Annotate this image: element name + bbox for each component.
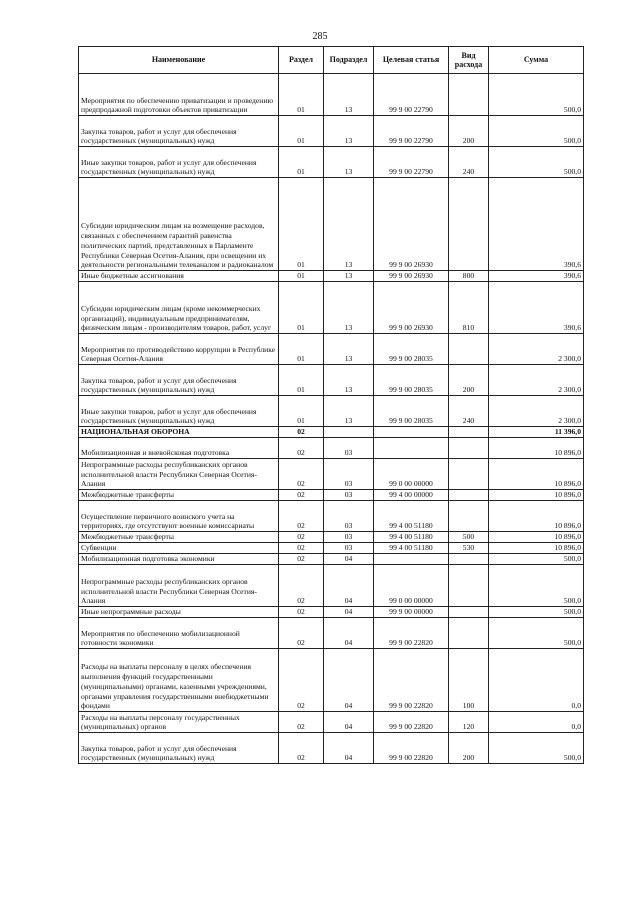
table-row	[79, 334, 584, 365]
cell-summa: 11 396,0	[489, 427, 584, 438]
cell-razdel: 01	[279, 334, 324, 365]
cell-summa: 500,0	[489, 565, 584, 607]
cell-vid: 530	[449, 543, 489, 554]
page-number: 285	[312, 31, 328, 42]
cell-vid	[449, 334, 489, 365]
cell-name: Закупка товаров, работ и услуг для обеспечения государственных (муниципальных) нужд	[79, 116, 279, 147]
cell-podrazdel: 04	[324, 565, 374, 607]
cell-summa: 0,0	[489, 712, 584, 733]
cell-statya: 99 9 00 26930	[374, 271, 449, 282]
cell-name: Расходы на выплаты персоналу в целях обеспечения выполнения функций государственными (муниципальными) органами, казенными учреждениями, органами управления государственными внебюджетными фондами	[79, 649, 279, 712]
cell-statya: 99 4 00 51180	[374, 501, 449, 532]
table-row	[79, 271, 584, 282]
cell-vid: 240	[449, 147, 489, 178]
cell-summa: 500,0	[489, 74, 584, 116]
cell-razdel: 02	[279, 649, 324, 712]
cell-name: Мероприятия по противодействию коррупции в Республике Северная Осетия-Алания	[79, 334, 279, 365]
table-row	[79, 490, 584, 501]
cell-statya: 99 9 00 22790	[374, 74, 449, 116]
cell-statya: 99 0 00 00000	[374, 459, 449, 490]
cell-razdel: 01	[279, 282, 324, 334]
cell-statya: 99 9 00 22820	[374, 649, 449, 712]
cell-razdel: 02	[279, 618, 324, 649]
cell-name: Иные бюджетные ассигнования	[79, 271, 279, 282]
cell-razdel: 02	[279, 532, 324, 543]
table-row	[79, 365, 584, 396]
cell-razdel: 02	[279, 490, 324, 501]
header-vid: Вид расхода	[449, 47, 489, 74]
cell-name: Расходы на выплаты персоналу государственных (муниципальных) органов	[79, 712, 279, 733]
cell-name: Закупка товаров, работ и услуг для обеспечения государственных (муниципальных) нужд	[79, 365, 279, 396]
cell-summa: 390,6	[489, 178, 584, 271]
cell-podrazdel: 13	[324, 147, 374, 178]
table-row	[79, 565, 584, 607]
cell-statya: 99 9 00 26930	[374, 282, 449, 334]
cell-podrazdel: 13	[324, 116, 374, 147]
cell-podrazdel: 03	[324, 459, 374, 490]
cell-razdel: 02	[279, 459, 324, 490]
table-row	[79, 543, 584, 554]
cell-vid: 200	[449, 116, 489, 147]
cell-vid	[449, 178, 489, 271]
table-row	[79, 438, 584, 459]
cell-summa: 0,0	[489, 649, 584, 712]
cell-vid	[449, 438, 489, 459]
cell-podrazdel: 13	[324, 334, 374, 365]
cell-vid	[449, 501, 489, 532]
cell-vid: 500	[449, 532, 489, 543]
cell-name: Субвенции	[79, 543, 279, 554]
cell-razdel: 01	[279, 74, 324, 116]
cell-podrazdel: 03	[324, 490, 374, 501]
cell-vid	[449, 607, 489, 618]
table-row	[79, 427, 584, 438]
cell-statya: 99 9 00 28035	[374, 334, 449, 365]
cell-summa: 500,0	[489, 618, 584, 649]
cell-vid: 200	[449, 365, 489, 396]
cell-summa: 10 896,0	[489, 438, 584, 459]
cell-podrazdel: 03	[324, 438, 374, 459]
cell-summa: 500,0	[489, 607, 584, 618]
cell-vid: 100	[449, 649, 489, 712]
cell-statya: 99 9 00 22790	[374, 147, 449, 178]
cell-podrazdel: 04	[324, 649, 374, 712]
cell-podrazdel: 13	[324, 282, 374, 334]
table-row	[79, 733, 584, 764]
header-statya: Целевая статья	[374, 47, 449, 74]
cell-statya: 99 9 00 28035	[374, 396, 449, 427]
cell-name: Осуществление первичного воинского учета на территориях, где отсутствуют военные комиссариаты	[79, 501, 279, 532]
cell-razdel: 02	[279, 733, 324, 764]
cell-summa: 10 896,0	[489, 490, 584, 501]
cell-summa: 2 300,0	[489, 396, 584, 427]
header-summa: Сумма	[489, 47, 584, 74]
cell-statya: 99 9 00 28035	[374, 365, 449, 396]
cell-vid: 120	[449, 712, 489, 733]
cell-vid: 800	[449, 271, 489, 282]
table-row	[79, 116, 584, 147]
cell-summa: 10 896,0	[489, 459, 584, 490]
table-header-row	[79, 47, 584, 74]
cell-summa: 2 300,0	[489, 334, 584, 365]
cell-podrazdel: 03	[324, 501, 374, 532]
cell-podrazdel: 04	[324, 618, 374, 649]
cell-statya: 99 9 00 22820	[374, 733, 449, 764]
cell-razdel: 02	[279, 543, 324, 554]
cell-razdel: 02	[279, 501, 324, 532]
table-row	[79, 147, 584, 178]
cell-summa: 500,0	[489, 554, 584, 565]
cell-podrazdel: 04	[324, 733, 374, 764]
cell-podrazdel: 04	[324, 712, 374, 733]
cell-vid	[449, 618, 489, 649]
cell-podrazdel: 04	[324, 554, 374, 565]
cell-summa: 500,0	[489, 116, 584, 147]
cell-name: Межбюджетные трансферты	[79, 490, 279, 501]
cell-razdel: 02	[279, 438, 324, 459]
cell-summa: 390,6	[489, 282, 584, 334]
cell-razdel: 02	[279, 712, 324, 733]
cell-podrazdel: 13	[324, 365, 374, 396]
cell-name: Иные непрограммные расходы	[79, 607, 279, 618]
cell-name: Закупка товаров, работ и услуг для обеспечения государственных (муниципальных) нужд	[79, 733, 279, 764]
cell-summa: 500,0	[489, 733, 584, 764]
cell-statya: 99 4 00 51180	[374, 532, 449, 543]
table-row	[79, 712, 584, 733]
cell-name: Мобилизационная и вневойсковая подготовка	[79, 438, 279, 459]
table-row	[79, 501, 584, 532]
cell-name: Непрограммные расходы республиканских органов исполнительной власти Республики Северная Осетия-Алания	[79, 459, 279, 490]
table-row	[79, 459, 584, 490]
cell-vid	[449, 565, 489, 607]
header-razdel: Раздел	[279, 47, 324, 74]
cell-podrazdel: 13	[324, 74, 374, 116]
cell-name: НАЦИОНАЛЬНАЯ ОБОРОНА	[79, 427, 279, 438]
cell-summa: 10 896,0	[489, 543, 584, 554]
cell-name: Мобилизационная подготовка экономики	[79, 554, 279, 565]
cell-name: Межбюджетные трансферты	[79, 532, 279, 543]
cell-statya: 99 0 00 00000	[374, 565, 449, 607]
cell-razdel: 02	[279, 554, 324, 565]
table-body	[79, 74, 584, 764]
cell-name: Субсидии юридическим лицам (кроме некоммерческих организаций), индивидуальным предпринимателям, физическим лицам - производителям товаров, работ, услуг	[79, 282, 279, 334]
cell-name: Мероприятия по обеспечению мобилизационной готовности экономики	[79, 618, 279, 649]
cell-name: Иные закупки товаров, работ и услуг для обеспечения государственных (муниципальных) нужд	[79, 396, 279, 427]
cell-statya	[374, 438, 449, 459]
cell-statya: 99 9 00 22790	[374, 116, 449, 147]
cell-vid: 200	[449, 733, 489, 764]
table-row	[79, 178, 584, 271]
cell-vid	[449, 490, 489, 501]
cell-razdel: 01	[279, 396, 324, 427]
cell-podrazdel: 13	[324, 396, 374, 427]
cell-name: Иные закупки товаров, работ и услуг для обеспечения государственных (муниципальных) нужд	[79, 147, 279, 178]
cell-razdel: 01	[279, 271, 324, 282]
table-row	[79, 554, 584, 565]
cell-razdel: 01	[279, 178, 324, 271]
cell-vid: 240	[449, 396, 489, 427]
header-podrazdel: Подраздел	[324, 47, 374, 74]
cell-podrazdel: 13	[324, 178, 374, 271]
table-row	[79, 282, 584, 334]
cell-podrazdel: 04	[324, 607, 374, 618]
cell-podrazdel: 03	[324, 532, 374, 543]
cell-podrazdel: 13	[324, 271, 374, 282]
table-row	[79, 396, 584, 427]
budget-table	[78, 46, 584, 764]
cell-vid	[449, 74, 489, 116]
cell-vid	[449, 427, 489, 438]
cell-statya: 99 9 00 00000	[374, 607, 449, 618]
cell-statya	[374, 427, 449, 438]
cell-summa: 10 896,0	[489, 501, 584, 532]
cell-vid	[449, 554, 489, 565]
cell-name: Мероприятия по обеспечению приватизации и проведению предпродажной подготовки объектов приватизации	[79, 74, 279, 116]
table-row	[79, 74, 584, 116]
cell-name: Субсидии юридическим лицам на возмещение расходов, связанных с обеспечением гарантий равенства политических партий, представленных в Парламенте Республики Северная Осетия-Алания, при освещении их деятельности региональными телеканалом и радиоканалом	[79, 178, 279, 271]
cell-podrazdel: 03	[324, 543, 374, 554]
cell-name: Непрограммные расходы республиканских органов исполнительной власти Республики Северная Осетия-Алания	[79, 565, 279, 607]
table-row	[79, 649, 584, 712]
cell-razdel: 01	[279, 365, 324, 396]
table-row	[79, 618, 584, 649]
cell-razdel: 02	[279, 607, 324, 618]
cell-vid: 810	[449, 282, 489, 334]
cell-summa: 390,6	[489, 271, 584, 282]
cell-statya: 99 4 00 51180	[374, 543, 449, 554]
cell-razdel: 01	[279, 116, 324, 147]
cell-razdel: 02	[279, 565, 324, 607]
cell-statya: 99 9 00 22820	[374, 712, 449, 733]
cell-statya	[374, 554, 449, 565]
table-row	[79, 532, 584, 543]
cell-summa: 500,0	[489, 147, 584, 178]
cell-summa: 10 896,0	[489, 532, 584, 543]
cell-summa: 2 300,0	[489, 365, 584, 396]
header-name: Наименование	[79, 47, 279, 74]
cell-statya: 99 4 00 00000	[374, 490, 449, 501]
cell-razdel: 02	[279, 427, 324, 438]
cell-statya: 99 9 00 22820	[374, 618, 449, 649]
table-row	[79, 607, 584, 618]
cell-statya: 99 9 00 26930	[374, 178, 449, 271]
cell-podrazdel	[324, 427, 374, 438]
cell-vid	[449, 459, 489, 490]
cell-razdel: 01	[279, 147, 324, 178]
